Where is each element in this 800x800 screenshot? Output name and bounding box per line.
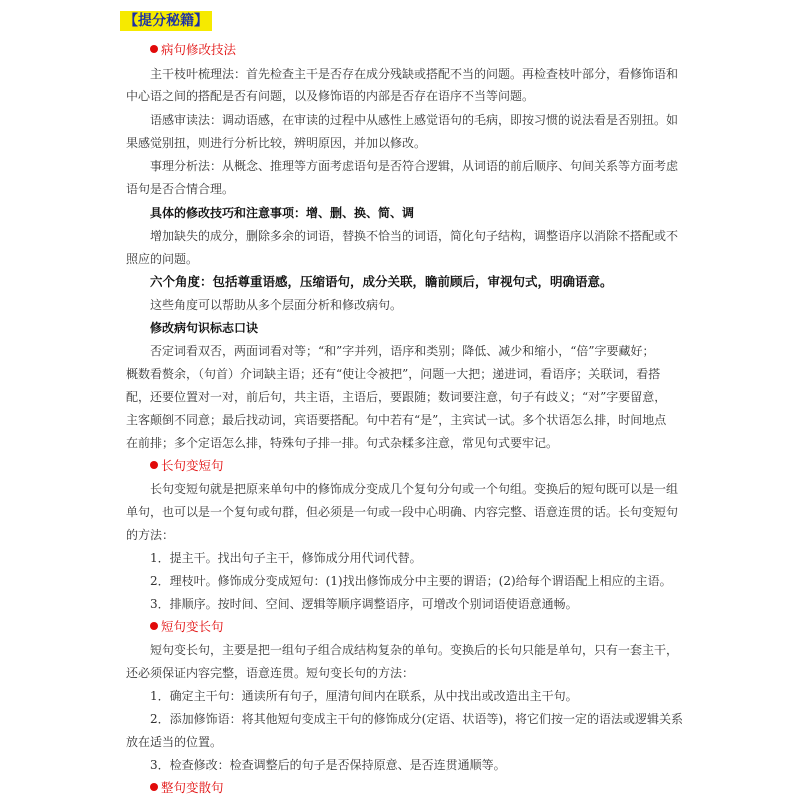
paragraph-line: 主干枝叶梳理法：首先检查主干是否存在成分残缺或搭配不当的问题。再检查枝叶部分，看修饰语和 [150,67,679,81]
paragraph-line: 放在适当的位置。 [126,735,223,749]
subheading-techniques: 具体的修改技巧和注意事项：增、删、换、简、调 [150,206,415,220]
section-heading-short-to-long [150,619,224,635]
section-title: 病句修改技法 [161,42,237,57]
paragraph-line: 短句变长句，主要是把一组句子组合成结构复杂的单句。变换后的长句只能是单句，只有一套主干， [150,643,679,657]
paragraph-line: 果感觉别扭，则进行分析比较，辨明原因，并加以修改。 [126,136,427,150]
paragraph-line: 否定词看双否，两面词看对等；“和”字并列，语序和类别；降低、减少和缩小，“倍”字要藏好； [150,344,655,358]
paragraph-line: 单句，也可以是一个复句或句群，但必须是一句或一段中心明确、内容完整、语意连贯的话。长句变短句 [126,505,679,519]
bullet-dot-icon [150,461,158,469]
subheading-mnemonic: 修改病句识标志口诀 [150,321,259,335]
paragraph-line: 还必须保证内容完整，语意连贯。短句变长句的方法： [126,666,415,680]
tip-header: 【提分秘籍】 [120,11,212,31]
section-heading-long-to-short [150,458,224,474]
section-title: 长句变短句 [161,458,224,473]
paragraph-line: 长句变短句就是把原来单句中的修饰成分变成几个复句分句或一个句组。变换后的短句既可以是一组 [150,482,679,496]
paragraph-line: 事理分析法：从概念、推理等方面考虑语句是否符合逻辑，从词语的前后顺序、句间关系等方面考虑 [150,159,679,173]
paragraph-line: 中心语之间的搭配是否有问题，以及修饰语的内部是否存在语序不当等问题。 [126,89,535,103]
section-heading-sentence-correction [150,42,236,58]
paragraph-line: 在前排；多个定语怎么排，特殊句子排一排。句式杂糅多注意，常见句式要牢记。 [126,436,559,450]
paragraph-line: 增加缺失的成分，删除多余的词语，替换不恰当的词语，简化句子结构，调整语序以消除不搭配或不 [150,229,679,243]
paragraph-line: 的方法： [126,528,175,542]
list-item: 1．确定主干句：通读所有句子，厘清句间内在联系，从中找出或改造出主干句。 [150,689,578,703]
paragraph-line: 照应的问题。 [126,252,199,266]
list-item: 3．排顺序。按时间、空间、逻辑等顺序调整语序，可增改个别词语使语意通畅。 [150,597,578,611]
bullet-dot-icon [150,622,158,630]
bullet-dot-icon [150,783,158,791]
paragraph-line: 语句是否合情合理。 [126,182,235,196]
list-item: 1．提主干。找出句子主干，修饰成分用代词代替。 [150,551,422,565]
section-title: 短句变长句 [161,619,224,634]
paragraph-line: 语感审读法：调动语感，在审读的过程中从感性上感觉语句的毛病，即按习惯的说法看是否别扭。如 [150,113,679,127]
paragraph-line: 概数看赘余，（句首）介词缺主语；还有“使让令被把”，问题一大把；递进词，看语序；关联词，看搭 [126,367,661,381]
subheading-six-angles: 六个角度：包括尊重语感，压缩语句，成分关联，瞻前顾后，审视句式，明确语意。 [150,274,613,289]
list-item: 2．添加修饰语：将其他短句变成主干句的修饰成分(定语、状语等)，将它们按一定的语法或逻辑关系 [150,712,684,726]
paragraph-line: 这些角度可以帮助从多个层面分析和修改病句。 [150,298,403,312]
list-item: 2．理枝叶。修饰成分变成短句：(1)找出修饰成分中主要的谓语；(2)给每个谓语配上相应的主语。 [150,574,672,588]
section-title: 整句变散句 [161,780,224,795]
bullet-dot-icon [150,45,158,53]
paragraph-line: 配，还要位置对一对，前后句，共主语，主语后，要跟随；数词要注意，句子有歧义；“对”字要留意， [126,390,667,404]
paragraph-line: 主客颠倒不同意；最后找动词，宾语要搭配。句中若有“是”，主宾试一试。多个状语怎么排，时间地点 [126,413,667,427]
section-heading-whole-to-loose [150,780,224,796]
list-item: 3．检查修改：检查调整后的句子是否保持原意、是否连贯通顺等。 [150,758,506,772]
